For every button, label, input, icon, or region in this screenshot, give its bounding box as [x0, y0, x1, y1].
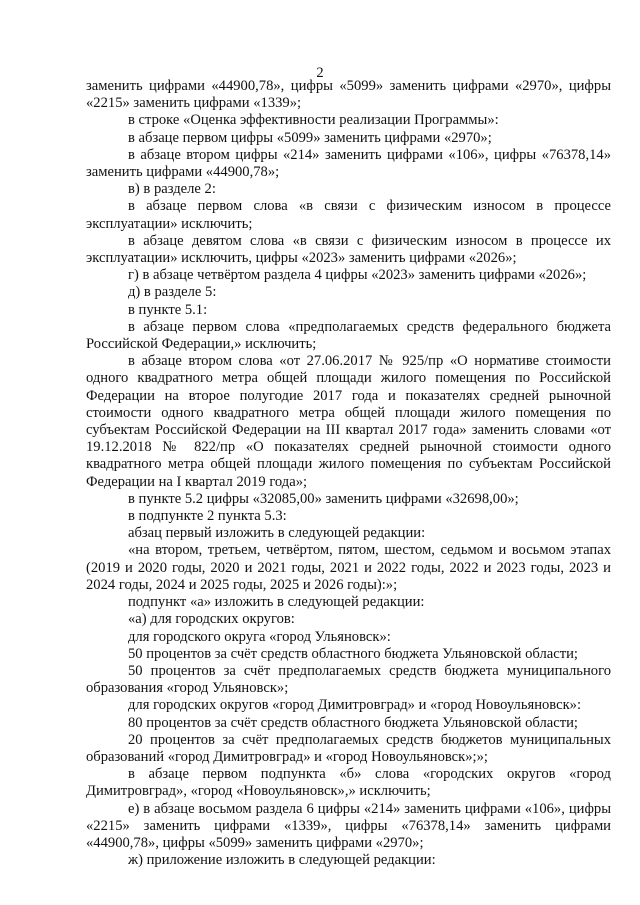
page-number: 2: [316, 65, 324, 81]
paragraph: в абзаце первом слова «в связи с физическим износом в процессе эксплуатации» исключить;: [86, 198, 611, 232]
paragraph: 20 процентов за счёт предполагаемых средств бюджетов муниципальных образований «город Димитровград» и «город Новоульяновск»;»;: [86, 731, 611, 765]
paragraph: подпункт «а» изложить в следующей редакции:: [128, 594, 425, 611]
paragraph: в) в разделе 2:: [128, 181, 216, 198]
paragraph: 80 процентов за счёт средств областного бюджета Ульяновской области;: [128, 714, 578, 731]
paragraph: ж) приложение изложить в следующей редакции:: [128, 852, 436, 869]
paragraph: для городского округа «город Ульяновск»:: [128, 628, 391, 645]
paragraph: в абзаце девятом слова «в связи с физическим износом в процессе их эксплуатации» исключить, цифры «2023» заменить цифрами «2026»;: [86, 232, 611, 267]
paragraph: «на втором, третьем, четвёртом, пятом, шестом, седьмом и восьмом этапах (2019 и 2020 годы, 2020 и 2021 годы, 2021 и 2022 годы, 2022 и 2023 годы, 2023 и 2024 годы, 2024 и 2025 годы, 2025 и 2026 годы):»;: [86, 542, 611, 593]
document-body: [86, 78, 611, 869]
paragraph: в пункте 5.1:: [128, 301, 208, 318]
paragraph: д) в разделе 5:: [128, 284, 217, 301]
paragraph: в абзаце первом цифры «5099» заменить цифрами «2970»;: [128, 129, 492, 146]
paragraph: в абзаце первом подпункта «б» слова «городских округов «город Димитровград», «город «Новоульяновск»,» исключить;: [86, 766, 611, 800]
paragraph: 50 процентов за счёт средств областного бюджета Ульяновской области;: [128, 645, 578, 662]
paragraph: в абзаце втором цифры «214» заменить цифрами «106», цифры «76378,14» заменить цифрами «44900,78»;: [86, 146, 611, 181]
paragraph: е) в абзаце восьмом раздела 6 цифры «214» заменить цифрами «106», цифры «2215» заменить цифрами «1339», цифры «76378,14» заменить цифрами «44900,78», цифры «5099» заменить цифрами «2970»;: [86, 800, 611, 851]
paragraph: в подпункте 2 пункта 5.3:: [128, 508, 287, 525]
paragraph: в абзаце первом слова «предполагаемых средств федерального бюджета Российской Федерации,» исключить;: [86, 318, 611, 353]
paragraph: «а) для городских округов:: [128, 611, 295, 628]
paragraph: в строке «Оценка эффективности реализации Программы»:: [128, 112, 499, 129]
paragraph: г) в абзаце четвёртом раздела 4 цифры «2023» заменить цифрами «2026»;: [128, 267, 587, 284]
paragraph: 50 процентов за счёт предполагаемых средств бюджета муниципального образования «город Ульяновск»;: [86, 662, 611, 697]
paragraph: абзац первый изложить в следующей редакции:: [128, 525, 426, 542]
paragraph: для городских округов «город Димитровград» и «город Новоульяновск»:: [128, 697, 582, 714]
paragraph: заменить цифрами «44900,78», цифры «5099» заменить цифрами «2970», цифры «2215» заменить цифрами «1339»;: [86, 78, 611, 112]
paragraph: в абзаце втором слова «от 27.06.2017 № 925/пр «О нормативе стоимости одного квадратного метра общей площади жилого помещения по Российской Федерации на второе полугодие 2017 года и показателях средней рыночной стоимости одного квадратного метра общей площади жилого помещения по субъектам Российской Федерации на III квартал 2017 года» заменить словами «от 19.12.2018 № 822/пр «О показателях средней рыночной стоимости одного квадратного метра общей площади жилого помещения по субъектам Российской Федерации на I квартал 2019 года»;: [86, 353, 611, 490]
paragraph: в пункте 5.2 цифры «32085,00» заменить цифрами «32698,00»;: [128, 490, 519, 507]
